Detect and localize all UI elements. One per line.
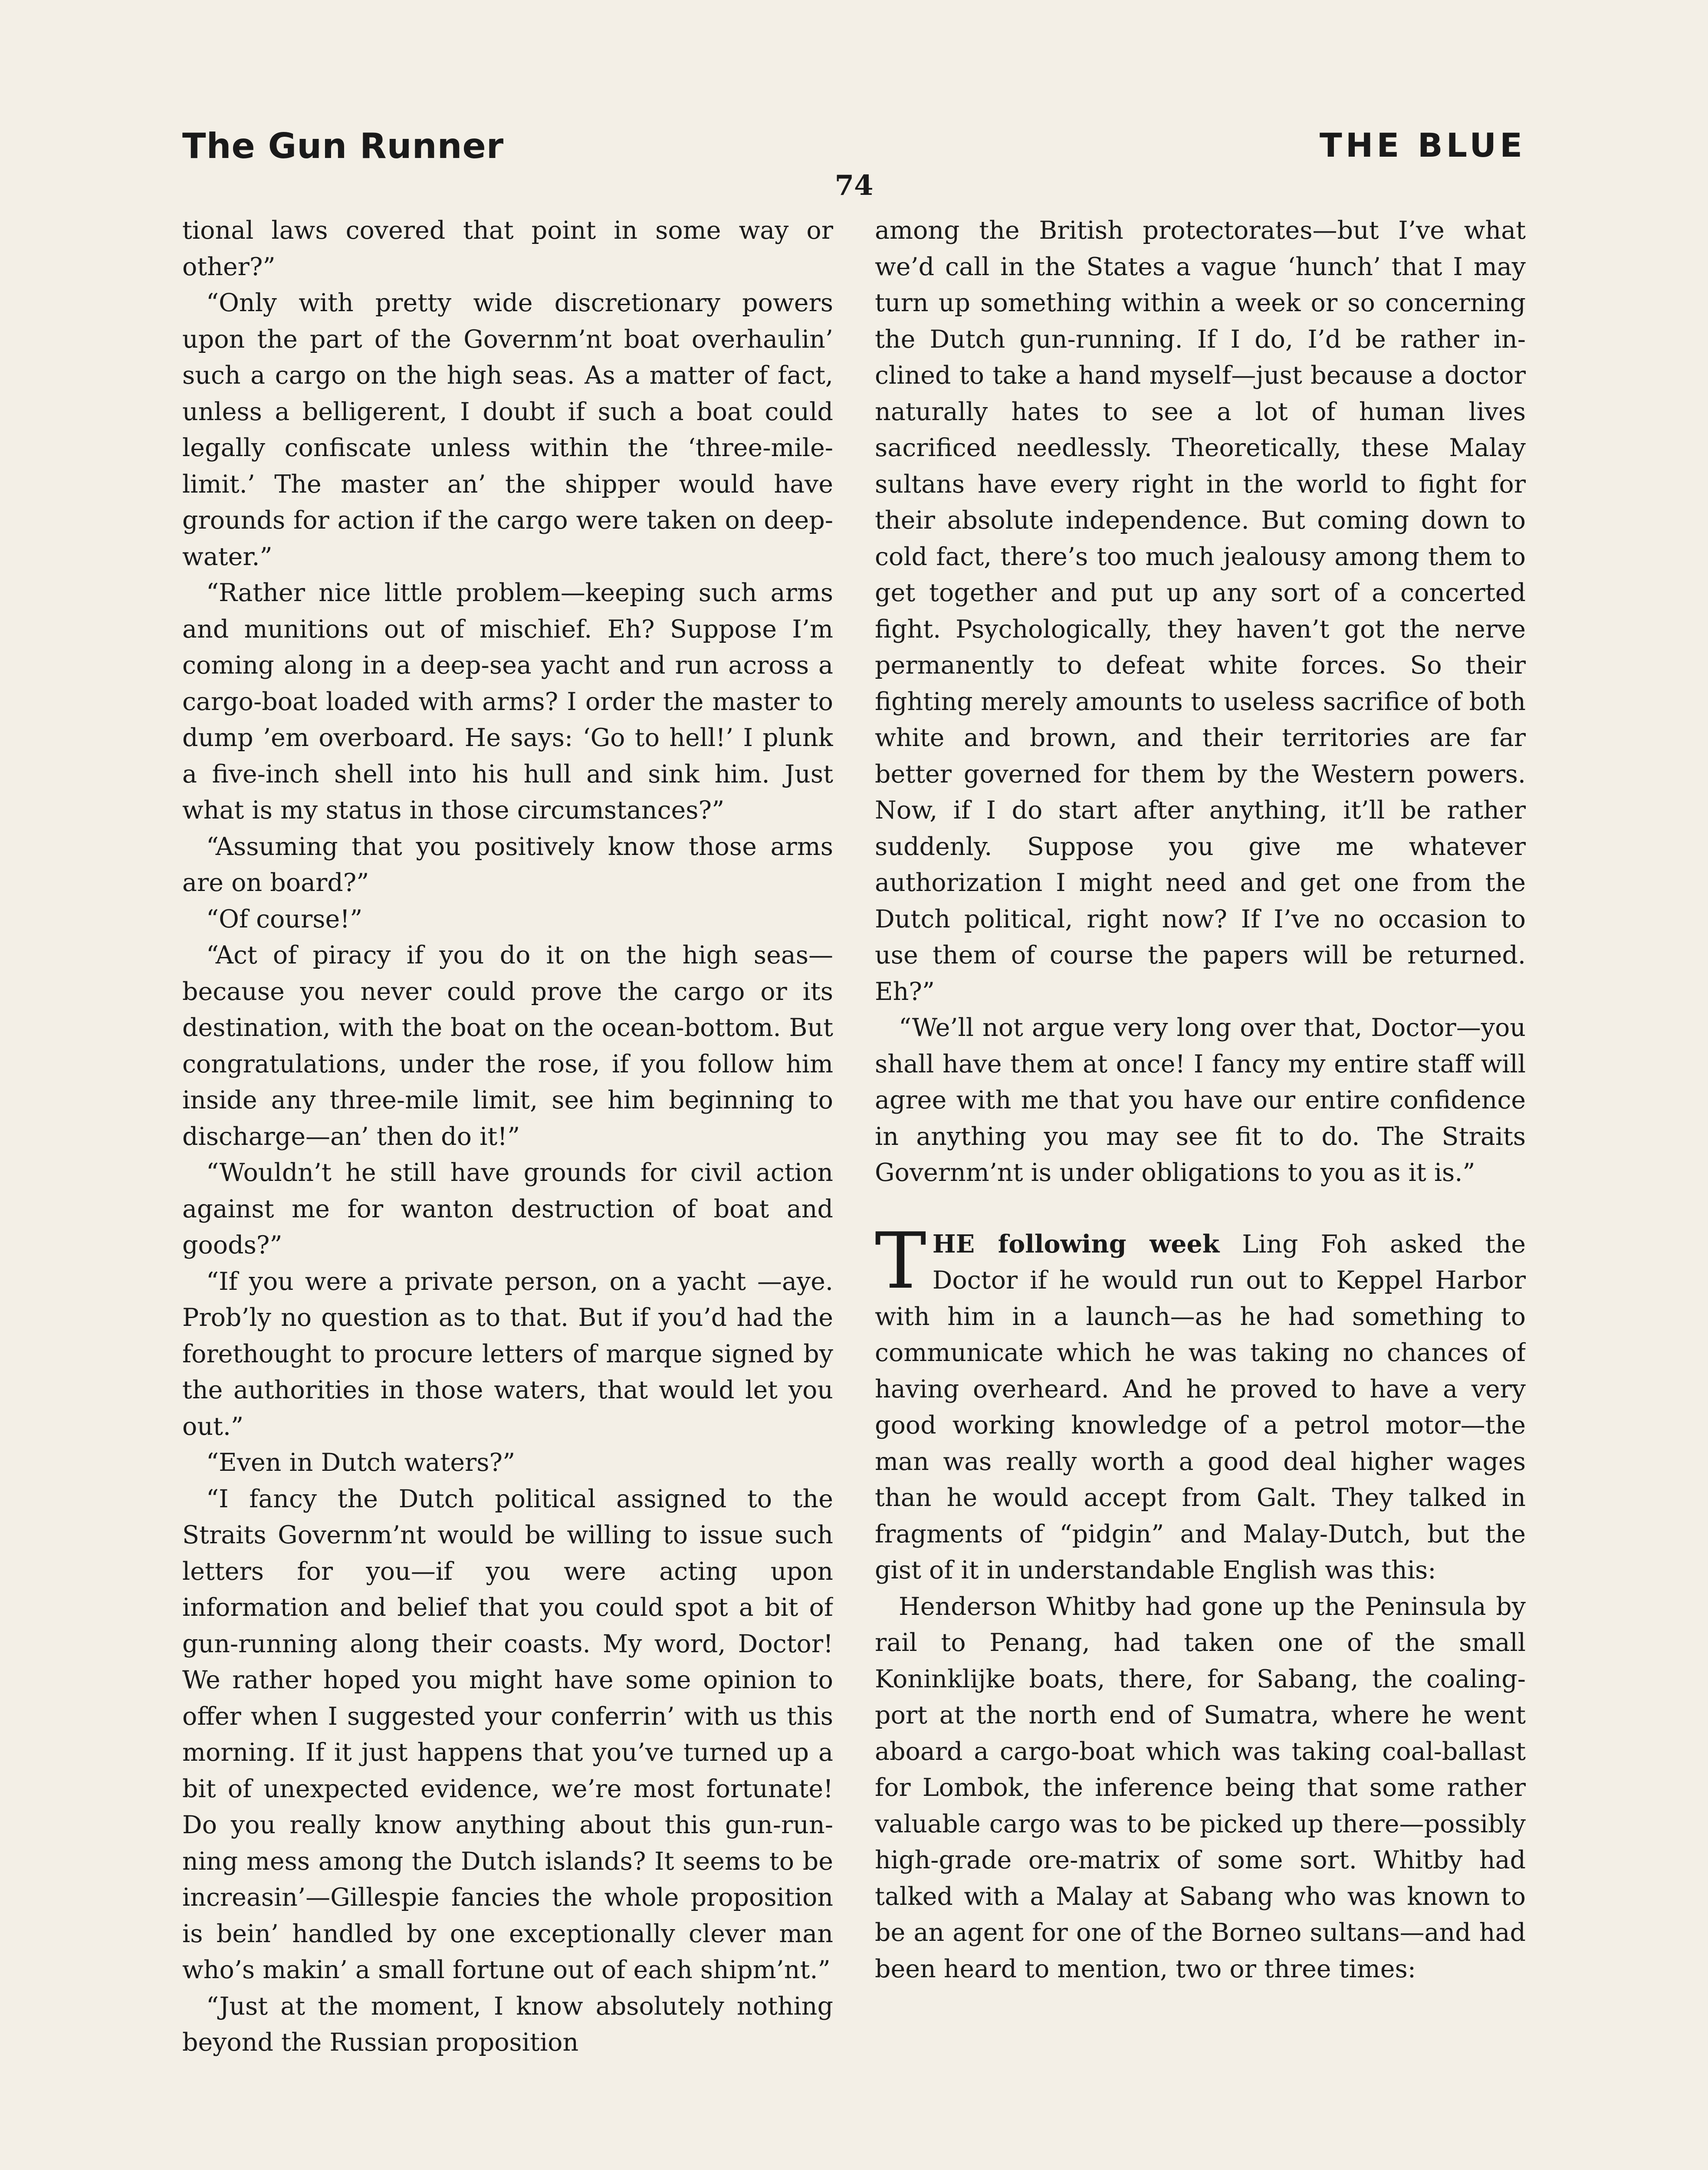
paragraph: “I fancy the Dutch political assigned to the Straits Governm’nt would be willing to issue such letters for you—if you were acting upon information and belief that you could spot a bit of gun-running along their coasts. My word, Doctor! We rather hoped you might have some opinion to offer when I suggested your conferrin’ with us this morning. If it just happens that you’ve turned up a bit of unexpected evidence, we’re most fortunate! Do you really know anything about this gun-running mess among the Dutch islands? It seems to be increasin’—Gillespie fancies the whole proposition is bein’ handled by one exceptionally clever man who’s makin’ a small fortune out of each shipm’nt.” (182, 1484, 833, 1984)
paragraph: “Rather nice little problem—keeping such arms and munitions out of mischief. Eh? Suppose I’m coming along in a deep-sea yacht and run across a cargo-boat loaded with arms? I order the master to dump ’em overboard. He says: ‘Go to hell!’ I plunk a five-inch shell into his hull and sink him. Just what is my status in those circumstances?” (182, 579, 833, 825)
paragraph: tional laws covered that point in some way or other?” (182, 216, 833, 281)
page-number: 74 (834, 169, 874, 202)
paragraph: “Even in Dutch waters?” (206, 1448, 516, 1477)
running-head (182, 126, 1526, 174)
paragraph: “Only with pretty wide discretionary powers upon the part of the Governm’nt boat overhaulin’ such a cargo on the high seas. As a matter of fact, unless a belligerent, I doubt if such a boat could legally confiscate unless within the ‘three-mile-limit.’ The master an’ the shipper would have grounds for action if the cargo were taken on deep-water.” (182, 289, 833, 571)
right-column (875, 213, 1526, 2170)
paragraph: “Act of piracy if you do it on the high seas—because you never could prove the cargo or its destination, with the boat on the ocean-bottom. But congratulations, under the rose, if you follow him inside any three-mile limit, see him beginning to discharge—an’ then do it!” (182, 941, 833, 1151)
first-paragraph-text: Ling Foh asked the Doctor if he would run out to Keppel Harbor with him in a launch—as he had something to communicate which he was taking no chances of having overheard. And he proved to have a very good working knowledge of a petrol motor—the man was really worth a good deal higher wages than he would accept from Galt. They talked in fragments of “pidgin” and Malay-Dutch, but the gist of it in understandable English was this: (875, 1230, 1526, 1585)
paragraph: “Wouldn’t he still have grounds for civil action against me for wanton destruction of boat and goods?” (182, 1158, 833, 1259)
story-title: The Gun Runner (182, 126, 504, 166)
text-columns (182, 213, 1526, 2170)
magazine-title: THE BLUE (1319, 126, 1526, 164)
paragraph: “Of course!” (206, 904, 363, 934)
paragraph: among the British protectorates—but I’ve what we’d call in the States a vague ‘hunch’ that I may turn up something within a week or so concerning the Dutch gun-running. If I do, I’d be rather inclined to take a hand myself—just because a doctor naturally hates to see a lot of human lives sacrificed needlessly. Theoretically, these Malay sultans have every right in the world to fight for their absolute independence. But coming down to cold fact, there’s too much jealousy among them to get together and put up any sort of a concerted fight. Psychologically, they haven’t got the nerve permanently to defeat white forces. So their fighting merely amounts to useless sacrifice of both white and brown, and their territories are far better governed for them by the Western powers. Now, if I do start after anything, it’ll be rather suddenly. Suppose you give me whatever authorization I might need and get one from the Dutch political, right now? If I’ve no occasion to use them of course the papers will be returned. Eh?” (875, 216, 1526, 1006)
drop-cap: T (875, 1216, 926, 1306)
paragraph: “If you were a private person, on a yacht —aye. Prob’ly no question as to that. But if you’d had the forethought to procure letters of marque signed by the authorities in those waters, that would let you out.” (182, 1267, 833, 1441)
right-column-top (875, 213, 1526, 1191)
section-first-paragraph (875, 1216, 1526, 1589)
paragraph: “We’ll not argue very long over that, Doctor—you shall have them at once! I fancy my entire staff will agree with me that you have our entire confidence in anything you may see fit to do. The Straits Governm’nt is under obligations to you as it is.” (875, 1013, 1526, 1187)
section-break (875, 1191, 1526, 1226)
section-second-paragraph: Henderson Whitby had gone up the Peninsula by rail to Penang, had taken one of the small Koninklijke boats, there, for Sabang, the coaling-port at the north end of Sumatra, where he went aboard a cargo-boat which was taking coal-ballast for Lombok, the inference being that some rather valuable cargo was to be picked up there—possibly high-grade ore-matrix of some sort. Whitby had talked with a Malay at Sabang who was known to be an agent for one of the Borneo sultans—and had been heard to mention, two or three times: (875, 1592, 1526, 1983)
paragraph: “Just at the moment, I know absolutely nothing beyond the Russian proposition (182, 1992, 833, 2057)
paragraph: “Assuming that you positively know those arms are on board?” (182, 832, 833, 897)
lead-words: HE following week (932, 1229, 1220, 1259)
left-column (182, 213, 833, 2170)
